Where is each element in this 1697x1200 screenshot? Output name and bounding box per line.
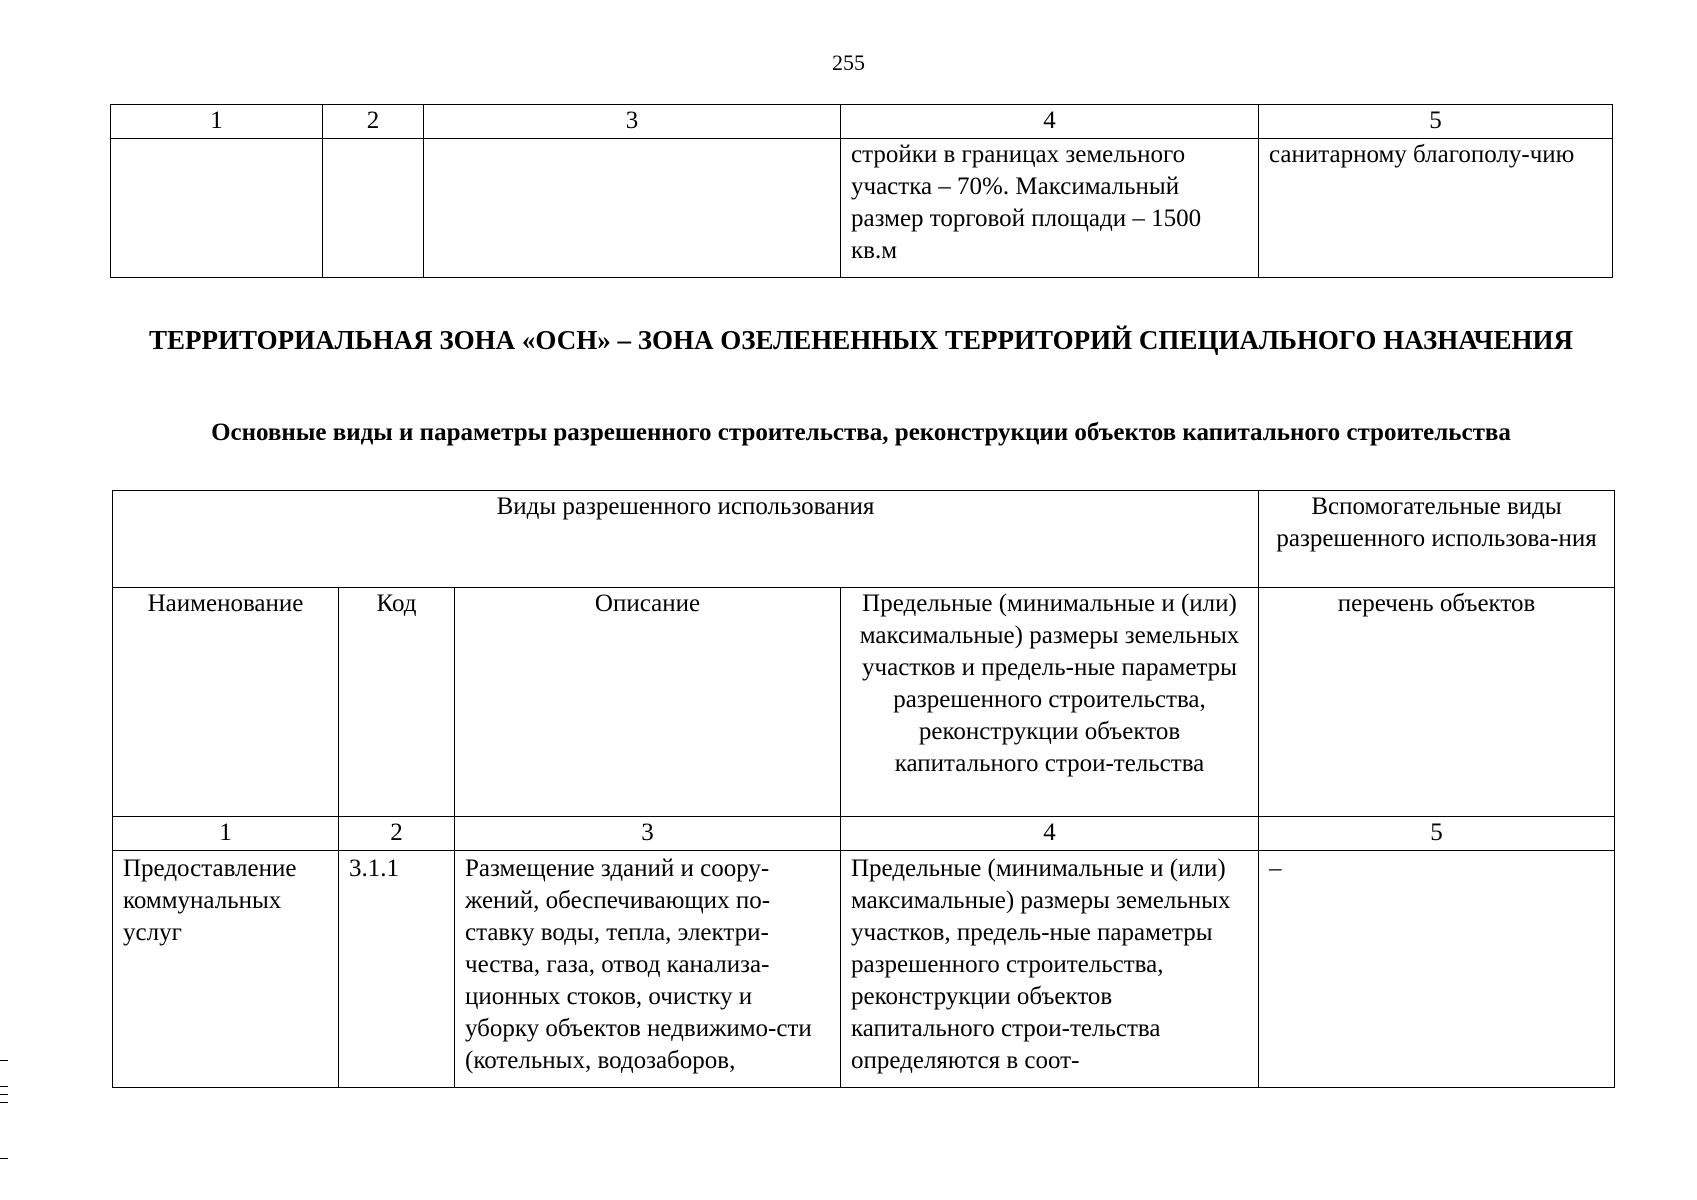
table-header-row [113, 491, 1615, 588]
column-number: 3 [455, 817, 841, 851]
header-permitted-uses: Виды разрешенного использования [113, 491, 1259, 588]
header-auxiliary-uses: Вспомогательные виды разрешенного использова-ния [1259, 491, 1615, 588]
table-row [113, 851, 1615, 1088]
scan-edge-marks [0, 1050, 8, 1170]
page-number: 255 [832, 50, 865, 75]
column-number: 3 [424, 105, 841, 139]
column-number: 2 [339, 817, 455, 851]
column-number: 4 [841, 817, 1259, 851]
header-name: Наименование [113, 588, 339, 817]
column-number: 2 [323, 105, 424, 139]
cell-limits: стройки в границах земельного участка – 70%. Максимальный размер торговой площади – 1500 кв.м [841, 139, 1259, 278]
cell-aux: санитарному благополу-чию [1259, 139, 1613, 278]
header-code: Код [339, 588, 455, 817]
zone-heading: ТЕРРИТОРИАЛЬНАЯ ЗОНА «ОСН» – ЗОНА ОЗЕЛЕНЕННЫХ ТЕРРИТОРИЙ СПЕЦИАЛЬНОГО НАЗНАЧЕНИЯ [149, 325, 1573, 355]
cell-aux: – [1259, 851, 1615, 1088]
column-number: 4 [841, 105, 1259, 139]
permitted-use-table [112, 490, 1615, 1088]
table-subheader-row [113, 588, 1615, 817]
header-description: Описание [455, 588, 841, 817]
cell-name: Предоставление коммунальных услуг [113, 851, 339, 1088]
header-object-list: перечень объектов [1259, 588, 1615, 817]
column-number: 1 [113, 817, 339, 851]
cell-limits: Предельные (минимальные и (или) максимальные) размеры земельных участков, предель-ные параметры разрешенного строительства, реконструкции объектов капитального строи-тельства определяются в соот- [841, 851, 1259, 1088]
header-limits: Предельные (минимальные и (или) максимальные) размеры земельных участков и предель-ные параметры разрешенного строительства, реконструкции объектов капитального строи-тельства [841, 588, 1259, 817]
table-row [111, 139, 1613, 278]
column-number-row [111, 105, 1613, 139]
column-number: 5 [1259, 817, 1615, 851]
column-number: 5 [1259, 105, 1613, 139]
cell-description: Размещение зданий и соору-жений, обеспечивающих по-ставку воды, тепла, электри-чества, газа, отвод канализа-ционных стоков, очистку и уборку объектов недвижимо-сти (котельных, водозаборов, [455, 851, 841, 1088]
cell-code: 3.1.1 [339, 851, 455, 1088]
section-heading: Основные виды и параметры разрешенного строительства, реконструкции объектов капитального строительства [211, 419, 1511, 446]
column-number: 1 [111, 105, 323, 139]
continuation-table [110, 104, 1613, 278]
cell-description [424, 139, 841, 278]
cell-name [111, 139, 323, 278]
column-number-row [113, 817, 1615, 851]
cell-code [323, 139, 424, 278]
